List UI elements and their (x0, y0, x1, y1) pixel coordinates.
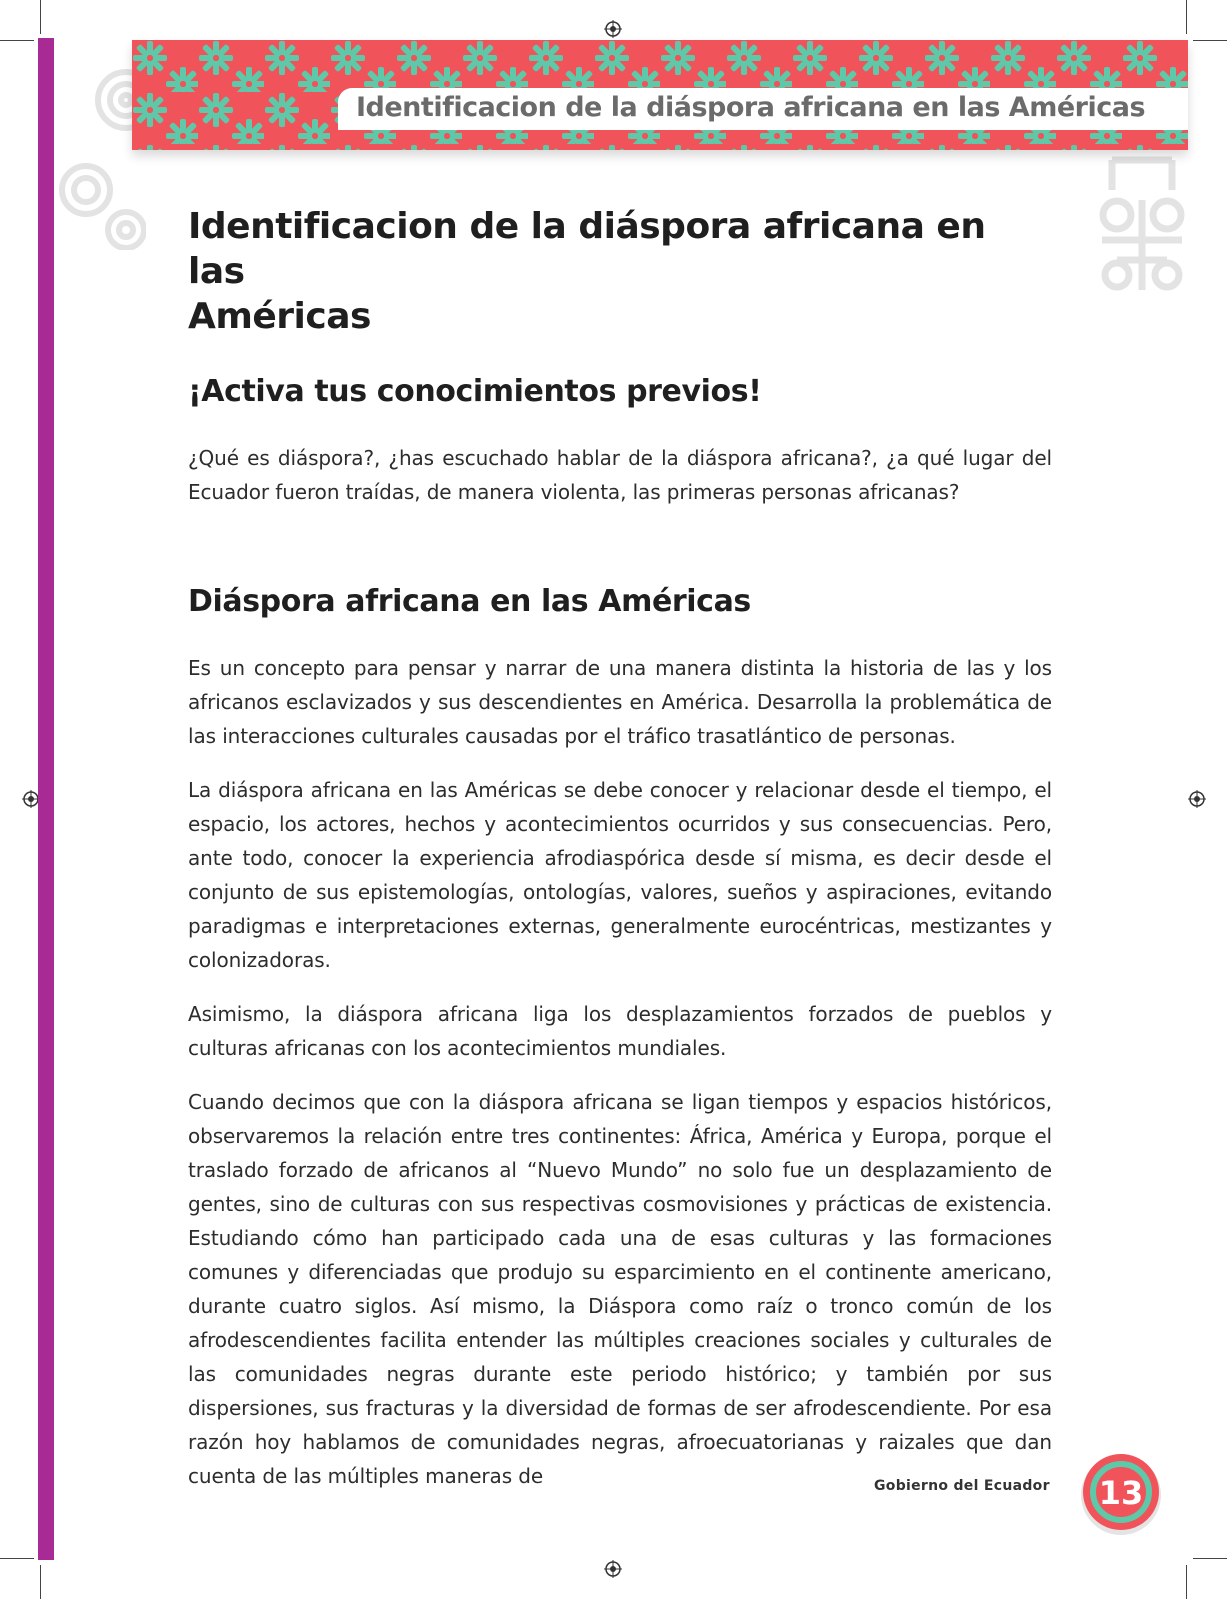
paragraph: Cuando decimos que con la diáspora africana se ligan tiempos y espacios históricos, observaremos la relación entre tres continentes: África, América y Europa, porque el traslado forzado de africanos al “Nuevo Mundo” no solo fue un desplazamiento de gentes, sino de culturas con sus respectivas cosmovisiones y prácticas de existencia. Estudiando cómo han participado cada una de esas culturas y las formaciones comunes y diferenciadas que produjo su esparcimiento en el continente americano, durante cuatro siglos. Así mismo, la Diáspora como raíz o tronco común de los afrodescendientes facilita entender las múltiples creaciones sociales y culturales de las comunidades negras durante este periodo histórico; y también por sus dispersiones, sus fracturas y la diversidad de formas de ser afrodescendiente. Por esa razón hoy hablamos de comunidades negras, afroecuatorianas y raizales que dan cuenta de las múltiples maneras de (188, 1090, 1052, 1488)
paragraph: Es un concepto para pensar y narrar de una manera distinta la historia de las y los africanos esclavizados y sus descendientes en América. Desarrolla la problemática de las interacciones culturales causadas por el tráfico trasatlántico de personas. (188, 656, 1052, 748)
page-number: 13 (1098, 1474, 1144, 1512)
geometric-ornament-icon (1092, 150, 1192, 300)
page-title-line2: Américas (188, 296, 371, 337)
sidebar-stripe (38, 38, 54, 1560)
footer-organization: Gobierno del Ecuador (874, 1478, 1050, 1494)
crop-mark (1186, 0, 1187, 34)
paragraph: Asimismo, la diáspora africana liga los desplazamientos forzados de pueblos y culturas africanas con los acontecimientos mundiales. (188, 1002, 1052, 1060)
registration-mark-icon (604, 1560, 622, 1578)
page-number-badge (1078, 1450, 1164, 1536)
crop-mark (0, 1558, 34, 1559)
registration-mark-icon (1188, 790, 1206, 808)
banner-title-box (338, 88, 1188, 130)
crop-mark (40, 1565, 41, 1599)
crop-mark (1193, 40, 1227, 41)
crop-mark (40, 0, 41, 34)
intro-question: ¿Qué es diáspora?, ¿has escuchado hablar de la diáspora africana?, ¿a qué lugar del Ecuador fueron traídas, de manera violenta, las primeras personas africanas? (188, 446, 1052, 504)
crop-mark (1186, 1565, 1187, 1599)
crop-mark (1193, 1558, 1227, 1559)
banner-title: Identificacion de la diáspora africana en las Américas (356, 92, 1146, 123)
activate-heading: ¡Activa tus conocimientos previos! (188, 374, 762, 409)
paragraph: La diáspora africana en las Américas se debe conocer y relacionar desde el tiempo, el espacio, los actores, hechos y acontecimientos ocurridos y sus consecuencias. Pero, ante todo, conocer la experiencia afrodiaspórica desde sí misma, es decir desde el conjunto de sus epistemologías, ontologías, valores, sueños y aspiraciones, evitando paradigmas e interpretaciones externas, generalmente eurocéntricas, mestizantes y colonizadoras. (188, 778, 1052, 972)
page-title (188, 204, 1052, 339)
page-title-line1: Identificacion de la diáspora africana en las (188, 206, 986, 292)
registration-mark-icon (604, 20, 622, 38)
header-banner (132, 40, 1188, 150)
crop-mark (0, 40, 34, 41)
section-heading: Diáspora africana en las Américas (188, 584, 751, 619)
main-content (188, 204, 1052, 1493)
